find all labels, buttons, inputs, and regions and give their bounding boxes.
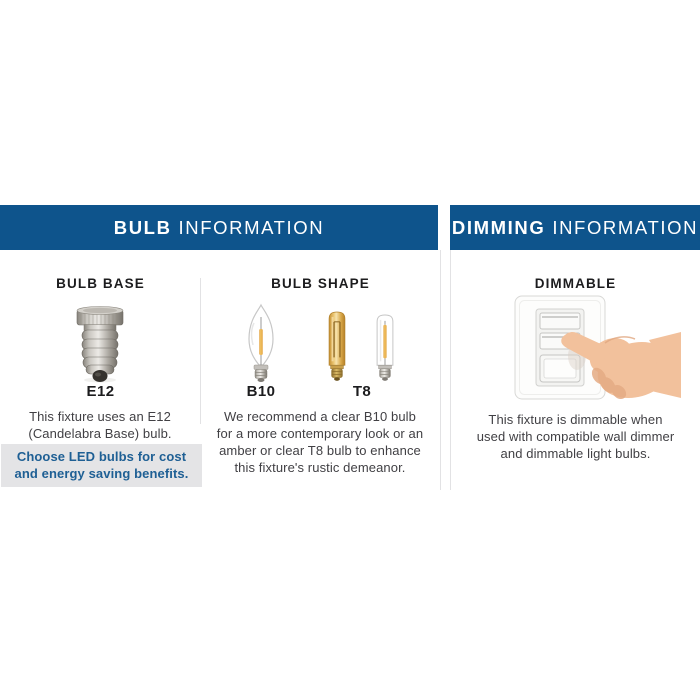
bulb-information-panel [0,250,441,490]
dimming-information-header [450,205,700,250]
bulb-information-header [0,205,438,250]
description-line: this fixture's rustic demeanor. [234,460,406,475]
tip-line: Choose LED bulbs for cost [16,449,187,464]
dimmer-switch-hand-image [509,294,681,402]
description-line: and dimmable light bulbs. [500,446,651,461]
bulb-shape-label-t8: T8 [352,383,372,400]
e12-base-image [71,302,129,384]
dimming-information-panel [450,250,700,490]
dimmable-title: DIMMABLE [534,276,617,291]
header-regular-text: INFORMATION [552,216,699,238]
description-line: This fixture is dimmable when [488,412,663,427]
bulb-shape-description [208,408,432,476]
bulb-base-description [5,408,195,442]
b10-bulb-image [239,303,283,383]
led-tip-text [5,449,199,482]
bulb-shape-label-b10: B10 [246,383,276,400]
bulb-base-title: BULB BASE [56,276,145,291]
description-line: used with compatible wall dimmer [476,429,675,444]
header-regular-text: INFORMATION [178,216,325,238]
t8-amber-bulb-image [322,310,352,383]
t8-clear-bulb-image [370,313,400,383]
dimmable-description [465,411,686,462]
bulb-shape-title: BULB SHAPE [271,276,370,291]
description-line: This fixture uses an E12 [29,409,171,424]
description-line: (Candelabra Base) bulb. [28,426,172,441]
bulb-base-label: E12 [86,383,115,400]
column-divider [200,278,201,424]
header-bold-text: BULB [113,216,172,238]
header-bold-text: DIMMING [451,216,546,238]
description-line: for a more contemporary look or an [216,426,424,441]
description-line: amber or clear T8 bulb to enhance [219,443,421,458]
tip-line: and energy saving benefits. [14,465,189,481]
led-tip-box [1,444,202,487]
description-line: We recommend a clear B10 bulb [224,409,416,424]
